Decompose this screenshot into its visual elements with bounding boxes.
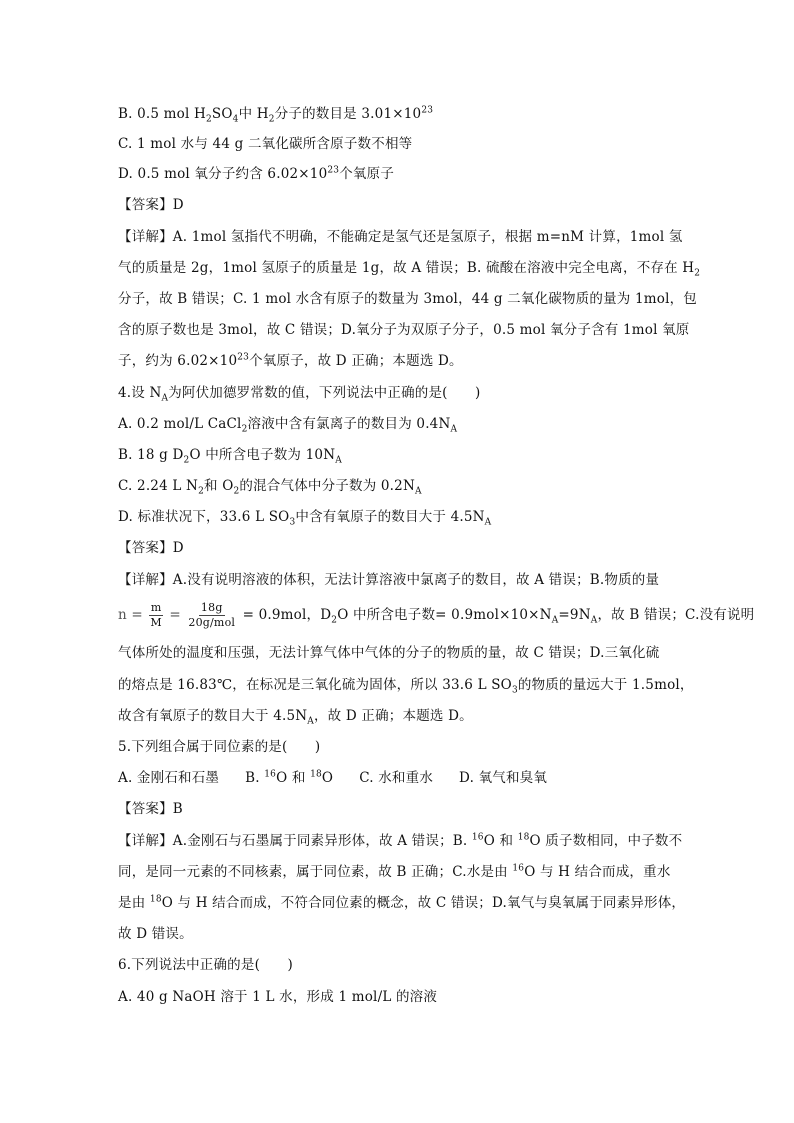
q5-options: A. 金刚石和石墨 B. $^{16}$O 和 $^{18}$O C. 水和重水 D. 氧气和臭氧 [118,769,548,786]
q5-explanation-line-4: 故 D 错误。 [118,926,193,942]
q4-option-d: D. 标准状况下，33.6 L $SO_3$中含有氧原子的数目大于 $4.5N_A$ [118,509,492,528]
q5-explanation-line-2: 同，是同一元素的不同核素，属于同位素，故 B 正确；C.水是由 $^{16}$O 与 H 结合而成，重水 [118,863,671,880]
fraction-18g-over-20gmol: $\frac{18g}{\text{20g/mol}}$ [188,601,236,629]
q3-explanation-line-3: 分子，故 B 错误；C. 1 mol 水含有原子的数量为 3mol，44 g 二氧化碳物质的量为 1mol，包 [118,291,698,307]
q6-option-a: A. 40 g NaOH 溶于 1 L 水，形成 1 mol/L 的溶液 [118,989,438,1005]
q3-option-b: B. 0.5 mol $H_2SO_4$中 $H_2$分子的数目是 $3.01\times 10^{23}$ [118,105,434,125]
q4-option-b: B. 18 g $D_2O$ 中所含电子数为 $10N_A$ [118,447,342,466]
q4-explanation-line-4: 的熔点是 16.83℃，在标况是三氧化硫为固体，所以 33.6 L $SO_3$的物质的量远大于 1.5mol， [118,677,694,696]
q4-explanation-line-1: 【详解】A.没有说明溶液的体积，无法计算溶液中氯离子的数目，故 A 错误；B.物质的量 [118,572,660,588]
q5-explanation-line-3: 是由 $^{18}$O 与 H 结合而成，不符合同位素的概念，故 C 错误；D.氧气与臭氧属于同素异形体， [118,894,686,911]
fraction-m-over-M: $\frac{m}{M}$ [150,601,162,629]
q4-stem: 4.设 $N_A$为阿伏加德罗常数的值，下列说法中正确的是( ) [118,385,481,404]
q4-option-a: A. 0.2 mol/L CaCl$_2$溶液中含有氯离子的数目为 $0.4N_A$ [118,416,458,435]
q3-option-d: D. 0.5 mol 氧分子约含 $6.02\times 10^{23}$个氧原子 [118,165,395,182]
q4-explanation-line-2: n = $\frac{m}{M}$ = $\frac{18g}{\text{20g/mol}}$ = 0.9mol，$D_2O$ 中所含电子数= $0.9mol\times 10\times N_A=9N_A$，故 B 错误；C.没有说明 [118,601,755,629]
q3-explanation-line-5: 子，约为 $6.02\times 10^{23}$个氧原子，故 D 正确；本题选 D。 [118,352,463,369]
q5-stem: 5.下列组合属于同位素的是( ) [118,739,321,755]
q3-explanation-line-4: 含的原子数也是 3mol，故 C 错误；D.氧分子为双原子分子，0.5 mol 氧分子含有 1mol 氧原 [118,322,690,338]
q5-answer: 【答案】B [118,801,183,817]
q4-answer: 【答案】D [118,540,184,556]
q6-stem: 6.下列说法中正确的是( ) [118,957,293,973]
q3-explanation-line-2: 气的质量是 2g，1mol 氢原子的质量是 1g，故 A 错误；B. 硫酸在溶液中完全电离，不存在 $H_2$ [118,260,701,279]
q5-explanation-line-1: 【详解】A.金刚石与石墨属于同素异形体，故 A 错误；B. $^{16}$O 和 $^{18}$O 质子数相同，中子数不 [118,832,683,849]
q4-explanation-line-5: 故含有氧原子的数目大于 $4.5N_A$，故 D 正确；本题选 D。 [118,708,473,727]
q3-option-c: C. 1 mol 水与 44 g 二氧化碳所含原子数不相等 [118,136,413,152]
q3-answer: 【答案】D [118,197,184,213]
q4-explanation-line-3: 气体所处的温度和压强，无法计算气体中气体的分子的物质的量，故 C 错误；D.三氧化硫 [118,645,660,661]
q3-explanation-line-1: 【详解】A. 1mol 氢指代不明确，不能确定是氢气还是氢原子，根据 m=nM 计算，1mol 氢 [118,229,683,245]
q4-option-c: C. 2.24 L $N_2$和 $O_2$的混合气体中分子数为 $0.2N_A$ [118,478,422,497]
